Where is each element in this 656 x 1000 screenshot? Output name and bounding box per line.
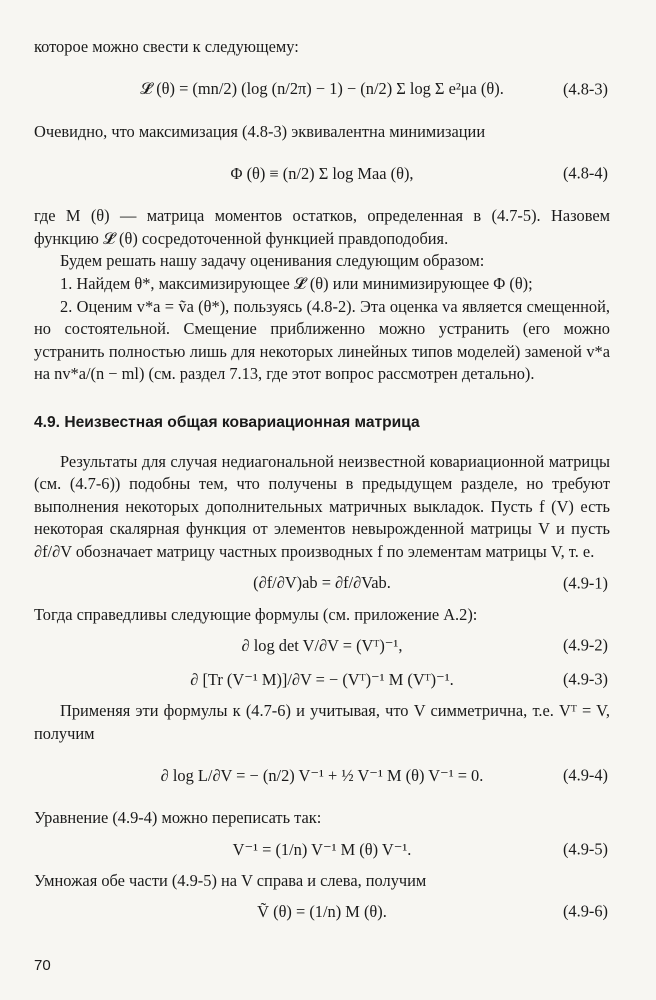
equation-number: (4.9-6): [562, 902, 608, 922]
paragraph: Умножая обе части (4.9-5) на V справа и слева, получим: [34, 870, 427, 890]
equation-4-8-3: [34, 65, 610, 115]
equation-4-9-1: [34, 570, 610, 598]
section-heading: 4.9. Неизвестная общая ковариационная матрица: [34, 413, 420, 431]
equation-expression: ∂ log L/∂V = − (n/2) V⁻¹ + ½ V⁻¹ M (θ) V⁻¹ = 0.: [160, 765, 484, 785]
paragraph: которое можно свести к следующему:: [34, 37, 299, 56]
list-item: 1. Найдем θ*, максимизирующее 𝓛̃ (θ) или минимизирующее Φ (θ);: [60, 273, 533, 293]
equation-expression: V⁻¹ = (1/n) V⁻¹ M (θ) V⁻¹.: [232, 839, 412, 859]
equation-number: (4.9-4): [562, 765, 608, 785]
equation-4-9-6: [34, 898, 610, 926]
equation-number: (4.9-5): [562, 839, 608, 859]
equation-number: (4.8-4): [562, 163, 608, 183]
equation-number: (4.8-3): [562, 79, 608, 99]
equation-4-9-4: [34, 751, 610, 801]
equation-4-8-4: [34, 149, 610, 199]
page-body: [34, 36, 610, 932]
equation-expression: (∂f/∂V)ab = ∂f/∂Vab.: [253, 573, 391, 593]
equation-expression: ∂ log det V/∂V = (Vᵀ)⁻¹,: [241, 635, 403, 655]
equation-expression: Ṽ (θ) = (1/n) M (θ).: [257, 902, 387, 922]
paragraph: Будем решать нашу задачу оценивания следующим образом:: [60, 251, 485, 271]
paragraph: Результаты для случая недиагональной неизвестной ковариационной матрицы (см. (4.7-6)) подобны тем, что получены в предыдущем разделе, но требуют выполнения некоторых дополнительных матричных выкладок. Пусть f (V) есть некоторая скалярная функция от элементов невырожденной матрицы V и пусть ∂f/∂V обозначает матрицу частных производных f по элементам матрицы V, т. е.: [34, 451, 610, 561]
list-item: 2. Оценим v*a = ṽa (θ*), пользуясь (4.8-2). Эта оценка va является смещенной, но состоятельной. Смещение приближенно можно устранить (его можно устранить полностью лишь для некоторых линейных типов моделей) заменой v*a на nv*a/(n − ml) (см. раздел 7.13, где этот вопрос рассмотрен детально).: [34, 296, 610, 384]
equation-expression: Φ (θ) ≡ (n/2) Σ log Maa (θ),: [230, 163, 414, 183]
paragraph: Тогда справедливы следующие формулы (см. приложение А.2):: [34, 604, 478, 624]
paragraph: Очевидно, что максимизация (4.8-3) эквивалентна минимизации: [34, 121, 486, 141]
equation-number: (4.9-1): [562, 573, 608, 593]
equation-expression: ∂ [Tr (V⁻¹ M)]/∂V = − (Vᵀ)⁻¹ M (Vᵀ)⁻¹.: [190, 669, 454, 689]
equation-4-9-3: [34, 666, 610, 694]
equation-number: (4.9-3): [562, 669, 608, 689]
equation-4-9-2: [34, 632, 610, 660]
equation-4-9-5: [34, 836, 610, 864]
equation-number: (4.9-2): [562, 635, 608, 655]
paragraph: Применяя эти формулы к (4.7-6) и учитывая, что V симметрична, т.е. Vᵀ = V, получим: [34, 701, 610, 743]
page-number: 70: [34, 957, 51, 974]
paragraph: Уравнение (4.9-4) можно переписать так:: [34, 808, 322, 828]
equation-expression: 𝓛̃ (θ) = (mn/2) (log (n/2π) − 1) − (n/2) Σ log Σ e²μa (θ).: [140, 79, 504, 99]
paragraph: где M (θ) — матрица моментов остатков, определенная в (4.7-5). Назовем функцию 𝓛̃ (θ) сосредоточенной функцией правдоподобия.: [34, 206, 610, 248]
